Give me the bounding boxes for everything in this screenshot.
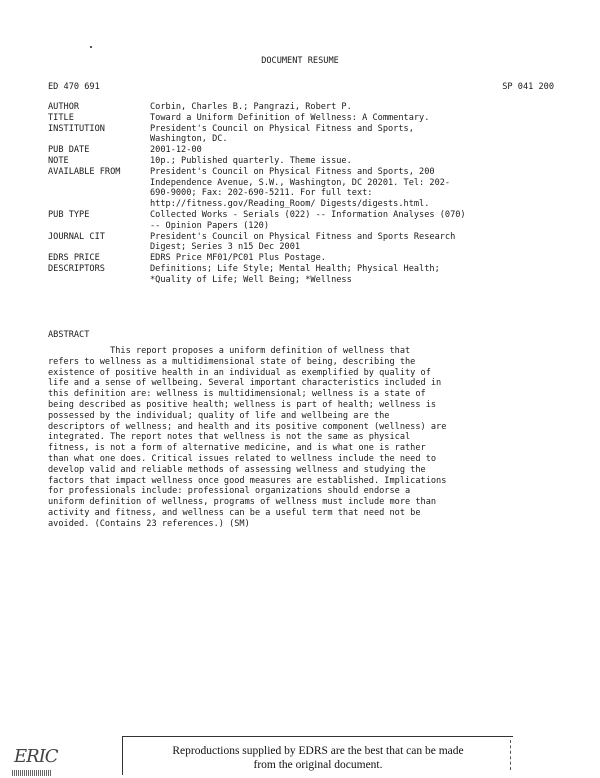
abstract-line: uniform definition of wellness, programs of wellness must include more than — [48, 497, 437, 508]
eric-logo — [6, 742, 58, 772]
abstract-line: integrated. The report notes that wellness is not the same as physical — [48, 432, 411, 443]
field-title — [48, 113, 558, 124]
field-line: *Quality of Life; Well Being; *Wellness — [150, 274, 352, 285]
field-line: Collected Works - Serials (022) -- Information Analyses (070) — [150, 209, 466, 220]
field-value — [150, 102, 550, 113]
abstract-line: descriptors of wellness; and health and its positive component (wellness) are — [48, 421, 447, 432]
field-line: 690-9000; Fax: 202-690-5211. For full text: — [150, 188, 373, 199]
field-line: EDRS Price MF01/PC01 Plus Postage. — [150, 253, 326, 264]
field-author — [48, 102, 558, 113]
field-available-from — [48, 167, 558, 210]
reproduction-notice-line: Reproductions supplied by EDRS are the best that can be made — [172, 745, 464, 757]
field-value — [150, 124, 550, 146]
abstract-line: fitness, is not a form of alternative medicine, and is what one is rather — [48, 443, 426, 454]
abstract-line: refers to wellness as a multidimensional state of being, describing the — [48, 356, 416, 367]
abstract-line: possessed by the individual; quality of life and wellbeing are the — [48, 410, 390, 421]
field-note — [48, 156, 558, 167]
field-line: Independence Avenue, S.W., Washington, DC 20201. Tel: 202- — [150, 177, 451, 188]
field-label: PUB TYPE — [48, 209, 90, 220]
abstract-line: this definition are: wellness is multidimensional; wellness is a state of — [48, 389, 426, 400]
abstract-line: for professionals include: professional organizations should endorse a — [48, 486, 411, 497]
abstract-line: existence of positive health in an individual as exemplified by quality of — [48, 367, 431, 378]
field-label: DESCRIPTORS — [48, 263, 105, 274]
field-line: President's Council on Physical Fitness and Sports, — [150, 123, 414, 134]
sp-number: SP 041 200 — [502, 82, 554, 92]
field-value — [150, 264, 550, 286]
field-label: NOTE — [48, 155, 69, 166]
field-label: JOURNAL CIT — [48, 231, 105, 242]
field-line: President's Council on Physical Fitness and Sports, 200 — [150, 166, 435, 177]
abstract-line: life and a sense of wellbeing. Several important characteristics included in — [48, 378, 442, 389]
abstract-heading: ABSTRACT — [48, 330, 90, 340]
field-label: TITLE — [48, 112, 74, 123]
field-value — [150, 113, 550, 124]
field-line: Toward a Uniform Definition of Wellness: A Commentary. — [150, 112, 430, 123]
field-value — [150, 253, 550, 264]
field-line: http://fitness.gov/Reading_Room/ Digests/digests.html. — [150, 199, 430, 210]
abstract-line: avoided. (Contains 23 references.) (SM) — [48, 518, 250, 529]
field-line: -- Opinion Papers (120) — [150, 220, 269, 231]
eric-logo-text: ERIC — [14, 746, 58, 767]
abstract-body — [48, 346, 558, 530]
field-descriptors — [48, 264, 558, 286]
field-value — [150, 232, 550, 254]
abstract-line: being described as positive health; wellness is part of health; wellness is — [48, 399, 437, 410]
document-footer — [0, 732, 600, 778]
reproduction-notice-box — [122, 736, 513, 775]
field-journal-cit — [48, 232, 558, 254]
field-label: AUTHOR — [48, 102, 80, 112]
field-label: PUB DATE — [48, 145, 90, 156]
field-label: INSTITUTION — [48, 123, 105, 134]
field-line: Definitions; Life Style; Mental Health; Physical Health; — [150, 263, 440, 274]
field-line: President's Council on Physical Fitness and Sports Research — [150, 231, 456, 242]
field-line: Digest; Series 3 n15 Dec 2001 — [150, 242, 301, 253]
eric-logo-underline — [12, 770, 52, 776]
field-line: 10p.; Published quarterly. Theme issue. — [150, 155, 352, 166]
field-value — [150, 156, 550, 167]
ed-number: ED 470 691 — [48, 82, 100, 92]
abstract-line: than what one does. Critical issues related to wellness include the need to — [48, 453, 437, 464]
reproduction-notice-line: from the original document. — [253, 759, 383, 771]
abstract-line: activity and fitness, and wellness can be a useful term that need not be — [48, 507, 421, 518]
metadata-fields — [48, 102, 558, 286]
reproduction-notice — [123, 744, 513, 772]
abstract-line: develop valid and reliable methods of assessing wellness and studying the — [48, 464, 426, 475]
field-institution — [48, 124, 558, 146]
abstract-line: This report proposes a uniform definition of wellness that — [48, 346, 411, 356]
field-value — [150, 145, 550, 156]
document-title: DOCUMENT RESUME — [261, 56, 339, 66]
dashed-margin-line — [510, 740, 512, 770]
field-edrs-price — [48, 253, 558, 264]
field-line: 2001-12-00 — [150, 145, 202, 156]
field-pub-date — [48, 145, 558, 156]
field-label: AVAILABLE FROM — [48, 166, 121, 177]
field-pub-type — [48, 210, 558, 232]
field-line: Washington, DC. — [150, 134, 228, 145]
abstract-line: factors that impact wellness once good measures are established. Implications — [48, 475, 447, 486]
field-line: Corbin, Charles B.; Pangrazi, Robert P. — [150, 102, 352, 112]
field-label: EDRS PRICE — [48, 253, 100, 264]
field-value — [150, 167, 550, 210]
scan-speck — [90, 46, 92, 48]
field-value — [150, 210, 550, 232]
